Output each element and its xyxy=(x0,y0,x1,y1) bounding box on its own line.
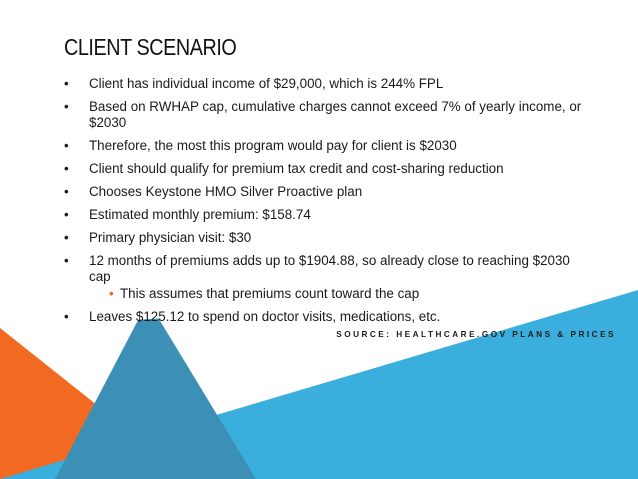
bullet-item xyxy=(64,138,584,154)
bullet-text: Estimated monthly premium: $158.74 xyxy=(89,207,311,222)
bullet-text: Primary physician visit: $30 xyxy=(89,230,252,245)
sub-bullet-dot: • xyxy=(109,286,114,301)
bullet-item xyxy=(64,99,584,131)
bullet-item xyxy=(64,161,584,177)
bullet-text: 12 months of premiums adds up to $1904.88, so already close to reaching $2030 cap xyxy=(89,253,570,284)
bullet-item xyxy=(64,76,584,92)
bullet-text: Client has individual income of $29,000, which is 244% FPL xyxy=(89,76,444,91)
bullet-text: Client should qualify for premium tax credit and cost-sharing reduction xyxy=(89,161,504,176)
bullet-text: Chooses Keystone HMO Silver Proactive plan xyxy=(89,184,363,199)
bullet-text: Leaves $125.12 to spend on doctor visits, medications, etc. xyxy=(89,309,441,324)
sub-bullet-text: This assumes that premiums count toward the cap xyxy=(120,286,420,301)
bullet-list xyxy=(64,76,584,332)
slide-title: CLIENT SCENARIO xyxy=(64,34,237,60)
bullet-dot: • xyxy=(64,76,69,91)
bullet-dot: • xyxy=(64,99,69,114)
bullet-text: Therefore, the most this program would pay for client is $2030 xyxy=(89,138,457,153)
bullet-dot: • xyxy=(64,207,69,222)
bullet-text: Based on RWHAP cap, cumulative charges cannot exceed 7% of yearly income, or $2030 xyxy=(89,99,582,130)
bullet-item xyxy=(64,184,584,200)
bullet-dot: • xyxy=(64,161,69,176)
source-citation: SOURCE: HEALTHCARE.GOV PLANS & PRICES xyxy=(336,330,616,339)
bullet-dot: • xyxy=(64,184,69,199)
bullet-item xyxy=(64,253,584,302)
bullet-item xyxy=(64,207,584,223)
bullet-item xyxy=(64,309,584,325)
sub-bullet-item xyxy=(89,286,584,302)
bullet-dot: • xyxy=(64,230,69,245)
bullet-dot: • xyxy=(64,138,69,153)
bullet-dot: • xyxy=(64,309,69,324)
bullet-dot: • xyxy=(64,253,69,268)
bullet-item xyxy=(64,230,584,246)
